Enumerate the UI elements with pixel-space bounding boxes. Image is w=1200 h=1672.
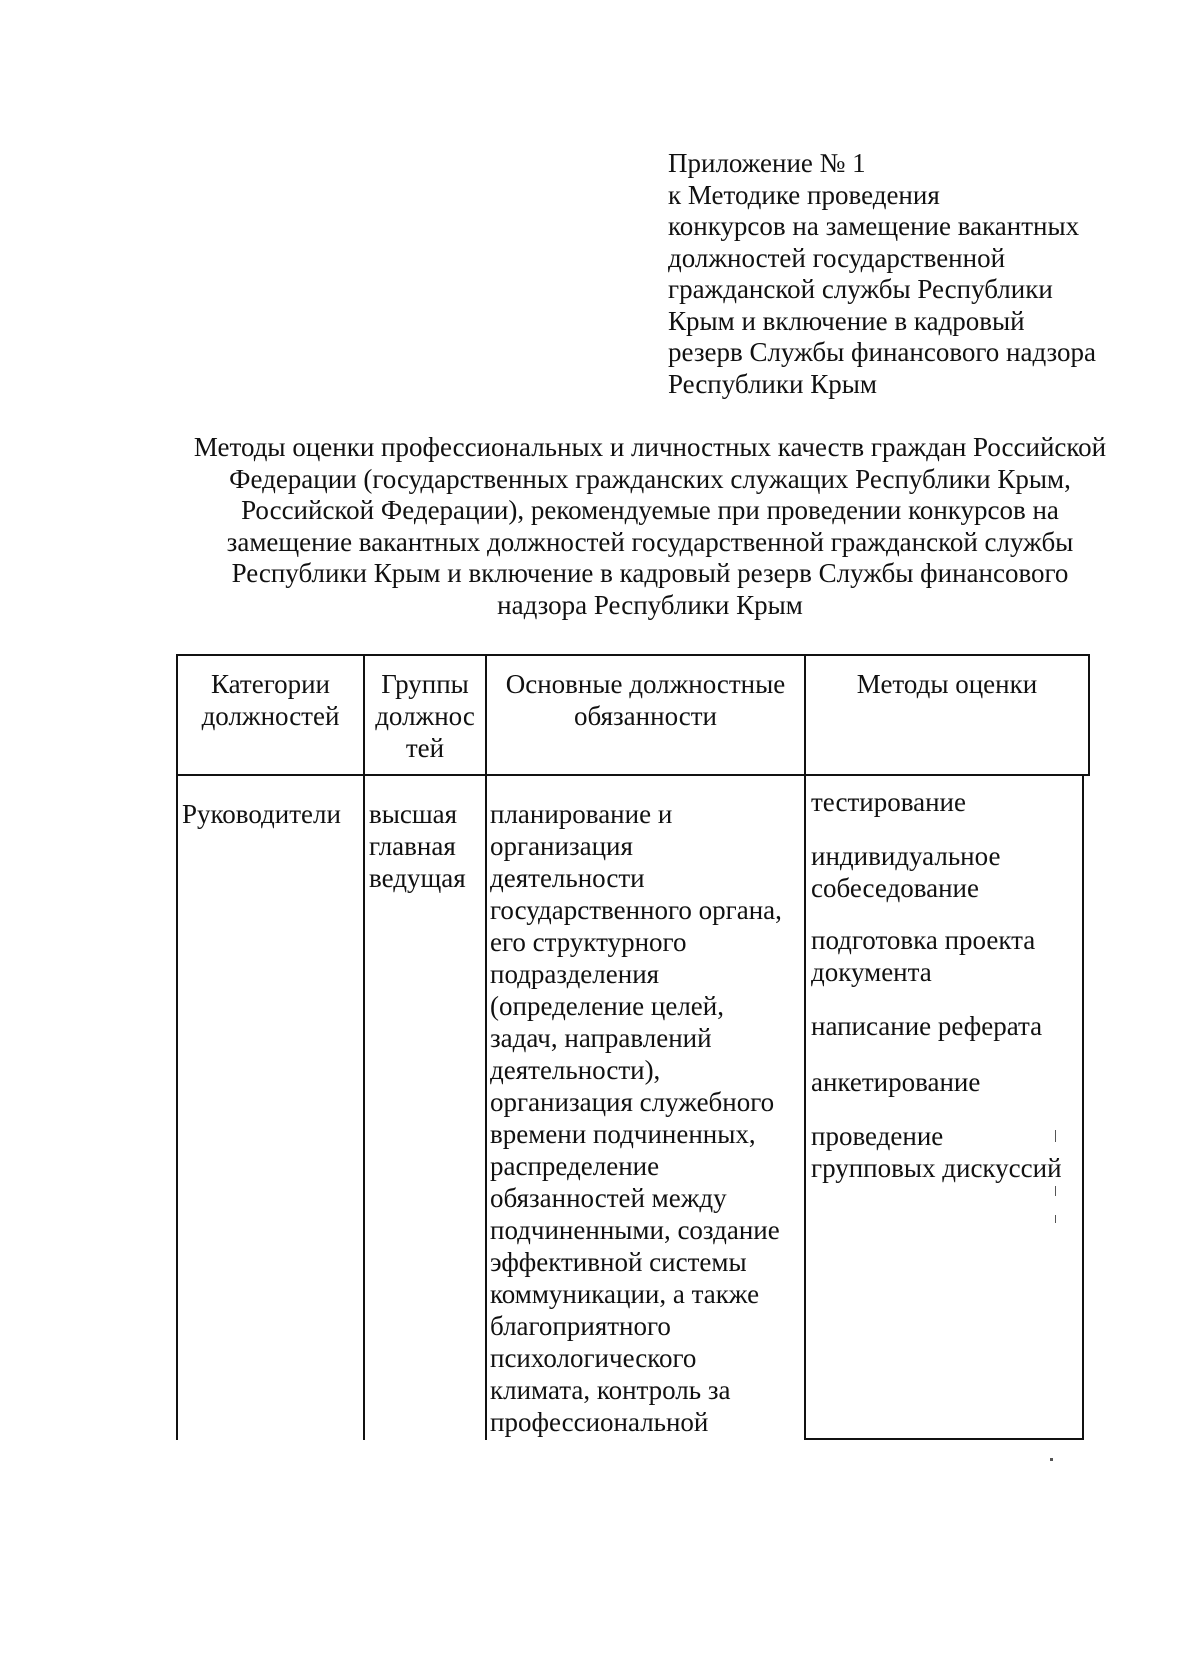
methods-right-border (1082, 776, 1084, 1440)
header-methods: Методы оценки (856, 669, 1038, 699)
header-groups: Группы должнос тей (375, 669, 475, 763)
appendix-line: должностей государственной (668, 242, 1006, 273)
table-top-border (176, 654, 1090, 656)
appendix-line: конкурсов на замещение вакантных (668, 211, 1080, 241)
header-duties: Основные должностные обязанности (505, 669, 786, 731)
row-duties: планирование и организация деятельности государственного органа, его структурного подразделения (определение целей, задач, направлений деятельности), организация служебного времени подчиненных, распределение обязанностей между подчиненными, создание эффективной системы коммуникации, а также благоприятного психологического климата, контроль за профессиональной (490, 799, 782, 1437)
scan-speck (1050, 1458, 1053, 1461)
method-item: индивидуальное собеседование (811, 841, 1001, 903)
header-bottom-border (176, 774, 1090, 776)
appendix-line: Республики Крым (668, 368, 877, 399)
column-divider (363, 654, 365, 1440)
title-line: Федерации (государственных гражданских служащих Республики Крым, (229, 463, 1071, 494)
table-left-border (176, 654, 178, 1440)
header-category: Категории должностей (201, 669, 340, 731)
method-item: анкетирование (811, 1067, 981, 1097)
column-divider (804, 654, 806, 1440)
appendix-reference (668, 148, 1138, 400)
table-right-border (1088, 654, 1090, 776)
appendix-line: Приложение № 1 (668, 148, 866, 178)
scan-speck (1055, 1186, 1056, 1196)
appendix-line: Крым и включение в кадровый (668, 305, 1025, 336)
row-groups: высшая главная ведущая (369, 799, 466, 893)
title-line: Республики Крым и включение в кадровый резерв Службы финансового (231, 558, 1069, 588)
scan-speck (1055, 1130, 1056, 1142)
document-title (160, 432, 1140, 621)
column-divider (485, 654, 487, 1440)
method-item: написание реферата (811, 1011, 1043, 1041)
method-item: тестирование (811, 787, 966, 817)
method-item: проведение групповых дискуссий (811, 1121, 1062, 1183)
title-line: замещение вакантных должностей государственной гражданской службы (226, 526, 1074, 557)
title-line: Методы оценки профессиональных и личностных качеств граждан Российской (193, 432, 1107, 462)
appendix-line: гражданской службы Республики (668, 274, 1053, 304)
row-category: Руководители (182, 799, 341, 829)
methods-bottom-border (804, 1438, 1082, 1440)
appendix-line: к Методике проведения (668, 179, 940, 210)
scan-speck (1055, 1215, 1056, 1223)
assessment-methods-table (176, 654, 1090, 1440)
method-item: подготовка проекта документа (811, 925, 1036, 987)
appendix-line: резерв Службы финансового надзора (668, 337, 1097, 367)
title-line: надзора Республики Крым (497, 589, 803, 620)
title-line: Российской Федерации), рекомендуемые при проведении конкурсов на (241, 495, 1059, 525)
